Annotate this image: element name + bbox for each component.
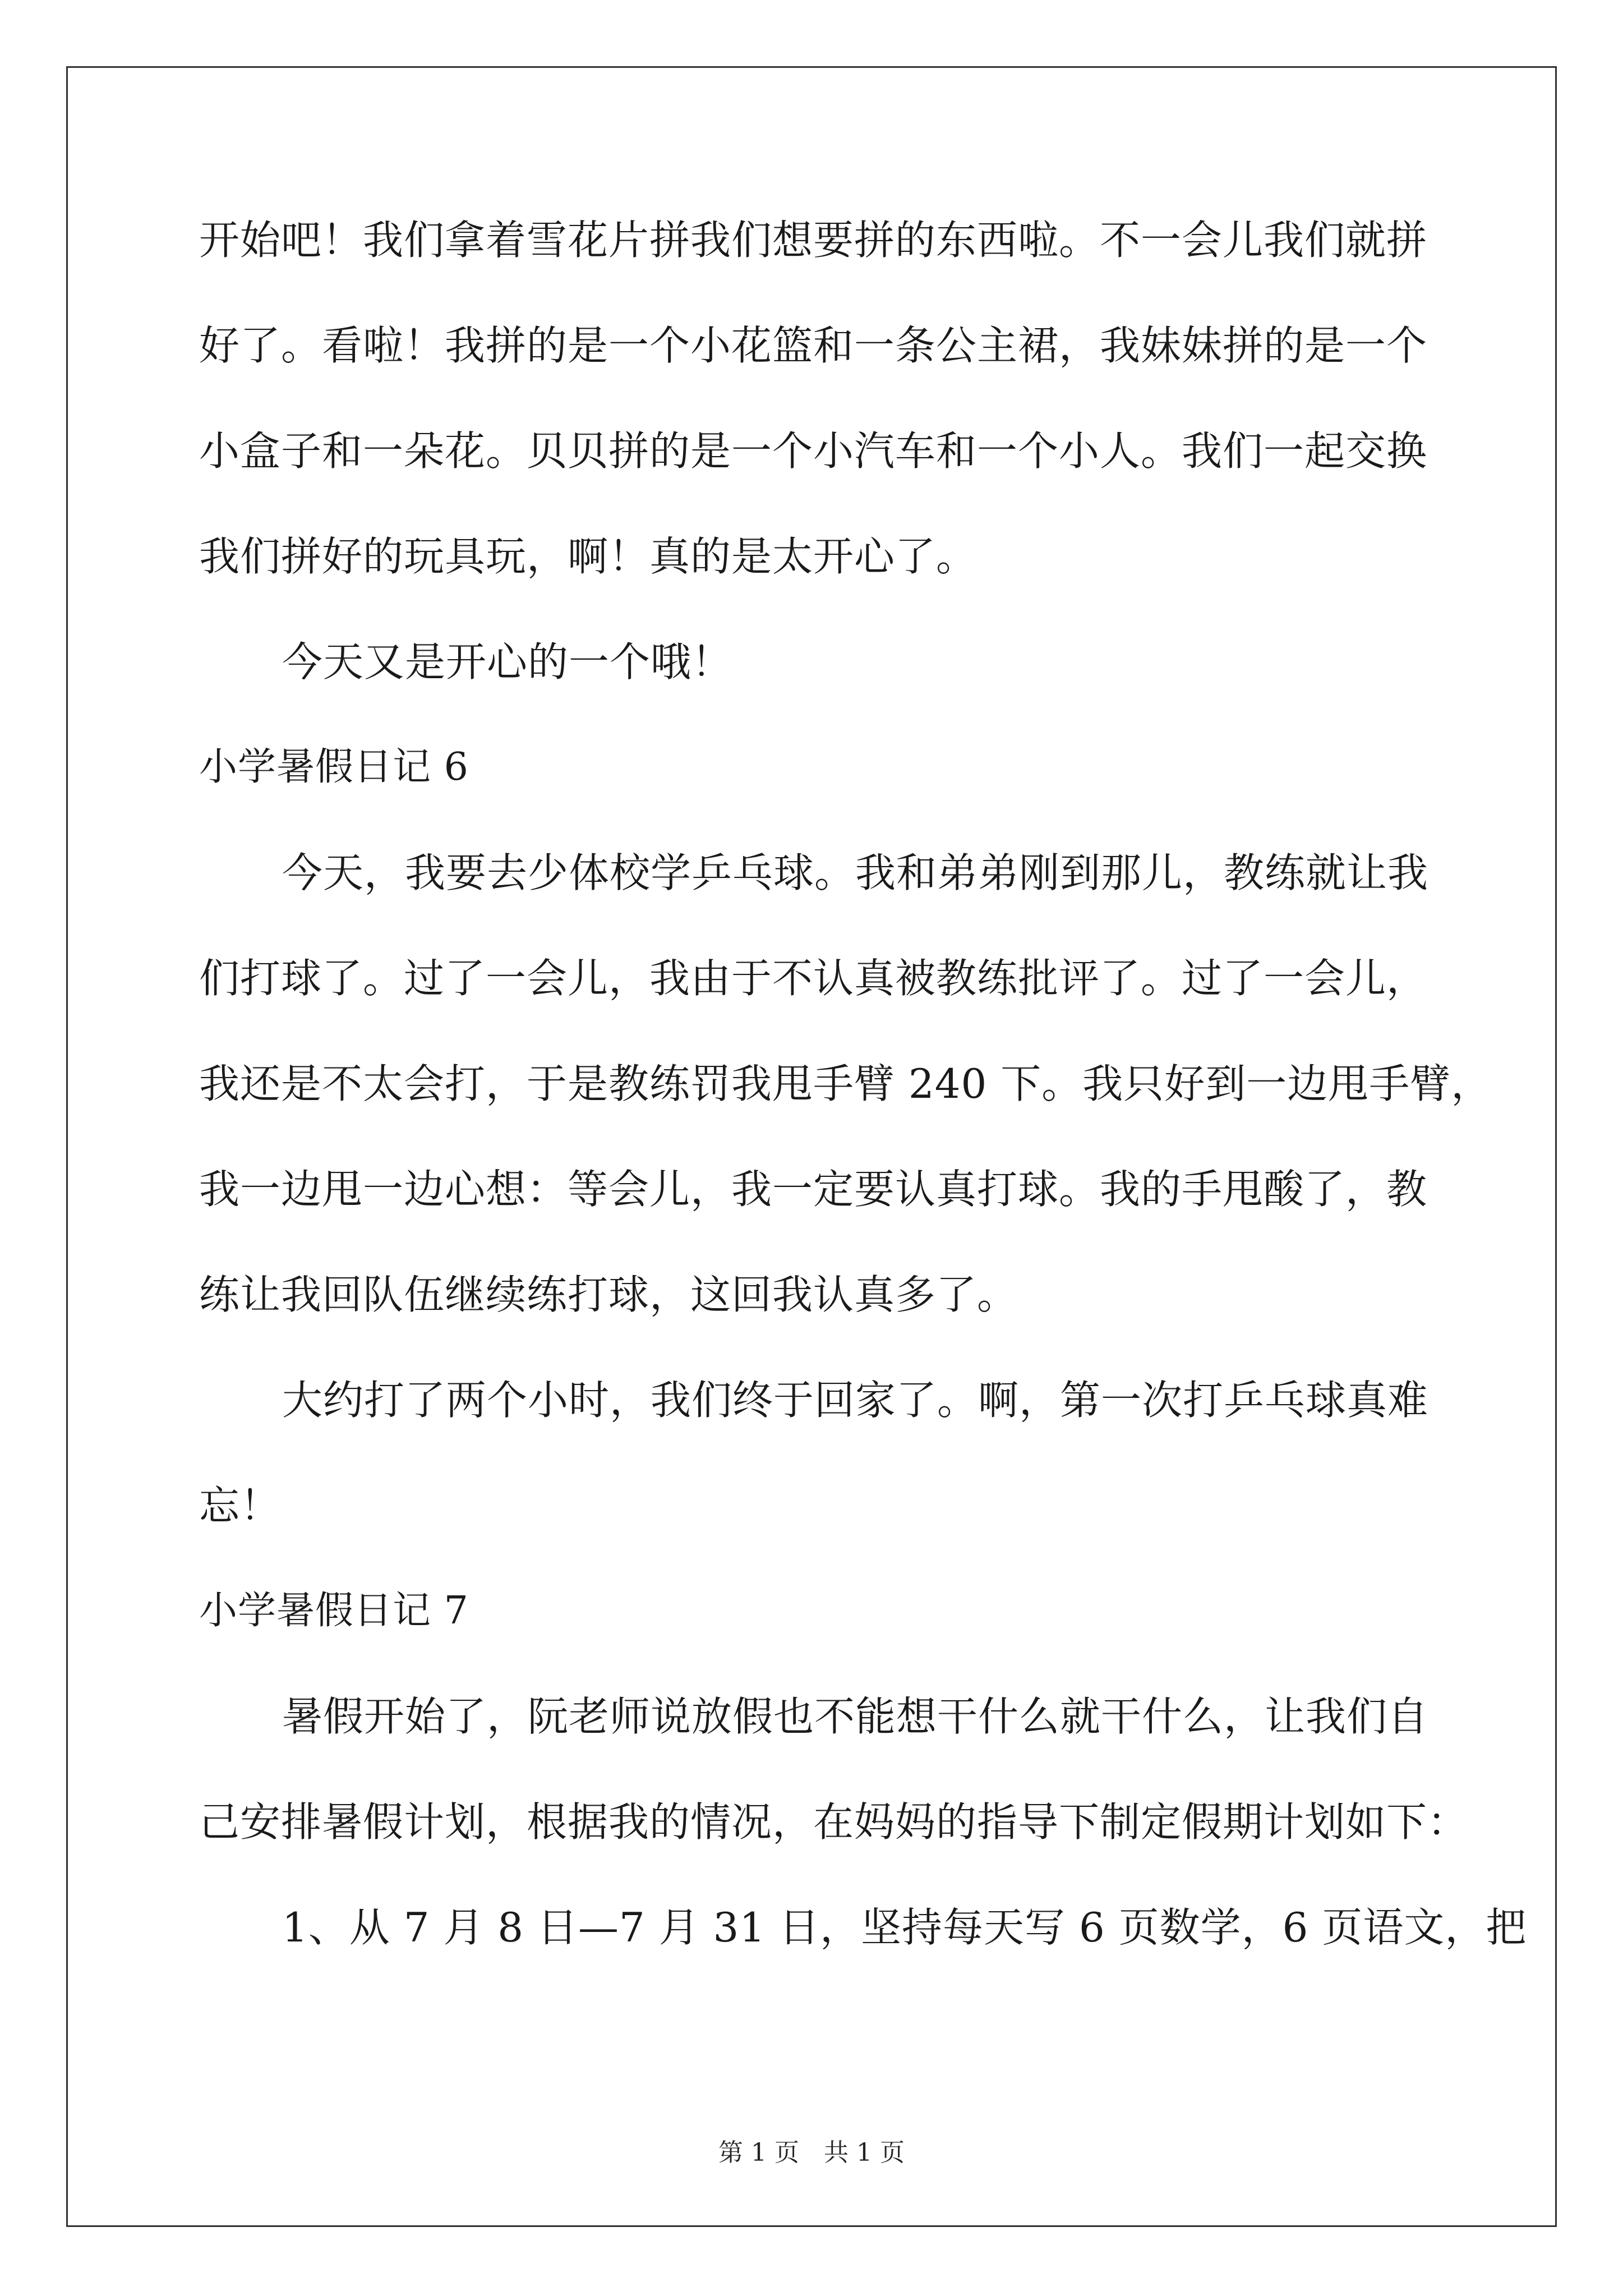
text-line: 好了。看啦！我拼的是一个小花篮和一条公主裙，我妹妹拼的是一个 [199, 322, 1428, 369]
text-line: 忘！ [199, 1482, 282, 1529]
text-line: 练让我回队伍继续练打球，这回我认真多了。 [199, 1271, 1018, 1318]
section-heading: 小学暑假日记 7 [199, 1589, 469, 1633]
text-line: 暑假开始了，阮老师说放假也不能想干什么就干什么，让我们自 [282, 1693, 1429, 1740]
text-line: 我还是不太会打，于是教练罚我甩手臂 240 下。我只好到一边甩手臂， [199, 1060, 1492, 1107]
page-number: 第 1 页 共 1 页 [718, 2138, 905, 2167]
section-heading: 小学暑假日记 6 [199, 745, 469, 789]
text-line: 我一边甩一边心想：等会儿，我一定要认真打球。我的手甩酸了，教 [199, 1166, 1428, 1213]
text-line: 己安排暑假计划，根据我的情况，在妈妈的指导下制定假期计划如下： [199, 1798, 1469, 1846]
text-line: 小盒子和一朵花。贝贝拼的是一个小汽车和一个小人。我们一起交换 [199, 427, 1428, 475]
text-line: 今天，我要去少体校学乒乓球。我和弟弟刚到那儿，教练就让我 [282, 849, 1429, 896]
text-line: 今天又是开心的一个哦！ [282, 638, 733, 685]
text-line: 开始吧！我们拿着雪花片拼我们想要拼的东西啦。不一会儿我们就拼 [199, 217, 1428, 264]
text-line: 大约打了两个小时，我们终于回家了。啊，第一次打乒乓球真难 [282, 1377, 1429, 1424]
text-line: 我们拼好的玩具玩，啊！真的是太开心了。 [199, 533, 978, 580]
text-line: 1、从 7 月 8 日—7 月 31 日，坚持每天写 6 页数学，6 页语文，把 [282, 1904, 1527, 1951]
text-line: 们打球了。过了一会儿，我由于不认真被教练批评了。过了一会儿， [199, 955, 1428, 1002]
